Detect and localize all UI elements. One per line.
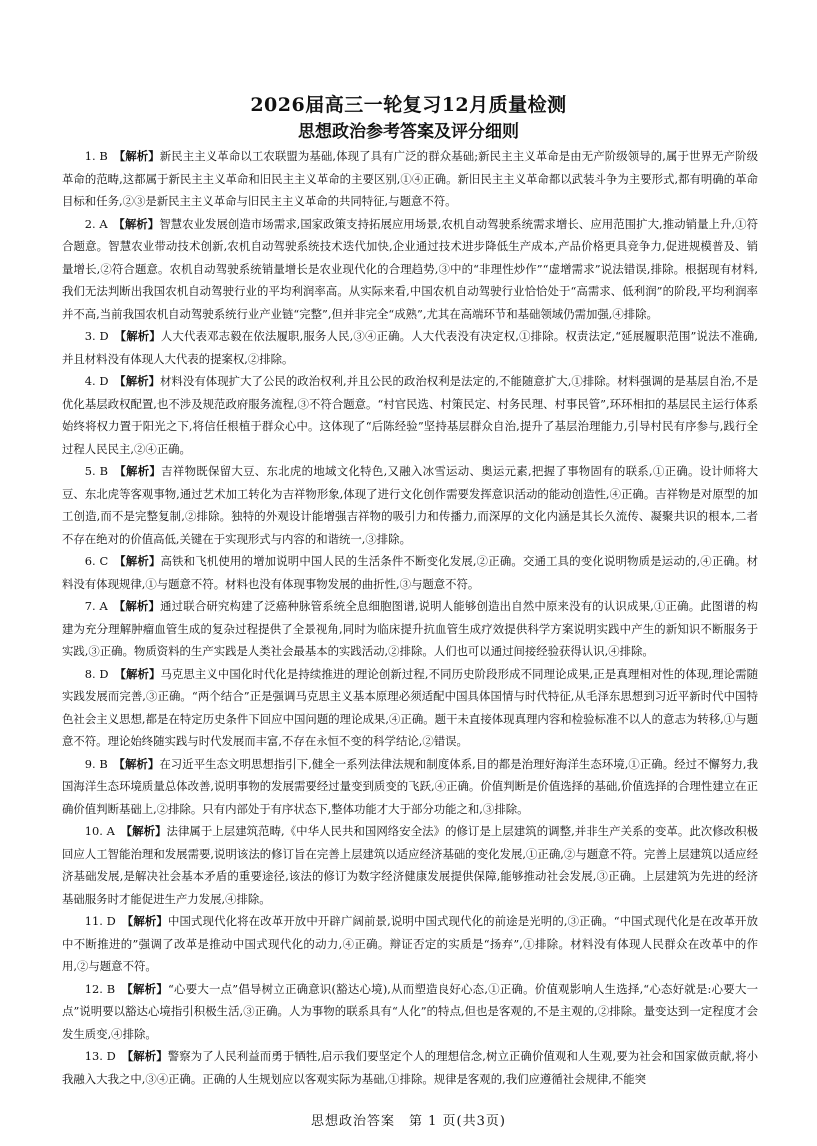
analysis-tag: 【解析】 bbox=[127, 981, 168, 996]
answer-label: 4. D bbox=[84, 374, 109, 388]
answer-label: 1. B bbox=[84, 149, 108, 163]
answer-text: 在习近平生态文明思想指引下,健全一系列法律法规和制度体系,目的都是治理好海洋生态环境,①正确。经过不懈努力,我国海洋生态环境质量总体改善,说明事物的发展需要经过量变到质变的飞跃,④正确。价值判断是价值选择的基础,价值选择的合理性建立在正确价值判断基础上,②排除。只有内部处于有序状态下,整体功能才大于部分功能之和,③排除。 bbox=[62, 756, 758, 816]
answer-item bbox=[62, 663, 758, 753]
answer-item bbox=[62, 595, 758, 663]
answer-text: 吉祥物既保留大豆、东北虎的地域文化特色,又融入冰雪运动、奥运元素,把握了事物固有的联系,①正确。设计师将大豆、东北虎等客观事物,通过艺术加工转化为吉祥物形象,体现了进行文化创作需要发挥意识活动的能动创造性,④正确。吉祥物是对原型的加工创造,而不是完整复制,②排除。独特的外观设计能增强吉祥物的吸引力和传播力,而深厚的文化内涵是其长久流传、凝聚共识的根本,二者不存在绝对的价值高低,关键在于实现形式与内容的和谐统一,③排除。 bbox=[62, 464, 758, 546]
answer-label: 13. D bbox=[84, 1049, 116, 1063]
answer-text: 新民主主义革命以工农联盟为基础,体现了具有广泛的群众基础;新民主主义革命是由无产阶级领导的,属于世界无产阶级革命的范畴,这都属于新民主主义革命和旧民主主义革命的主要区别,①④正确。新旧民主主义革命都以武装斗争为主要形式,都有明确的革命目标和任务,②③是新民主主义革命与旧民主主义革命的共同特征,与题意不符。 bbox=[62, 149, 758, 208]
answer-item bbox=[62, 910, 758, 978]
answer-item bbox=[62, 460, 758, 550]
analysis-tag: 【解析】 bbox=[120, 666, 161, 681]
answer-label: 6. C bbox=[84, 554, 109, 568]
analysis-tag: 【解析】 bbox=[126, 824, 167, 838]
page-footer: 思想政治答案 第 1 页(共3页) bbox=[311, 1114, 506, 1129]
answer-label: 12. B bbox=[84, 981, 116, 996]
analysis-tag: 【解析】 bbox=[119, 149, 160, 163]
analysis-tag: 【解析】 bbox=[120, 329, 161, 343]
answer-item bbox=[62, 145, 758, 213]
answer-label: 3. D bbox=[84, 329, 109, 343]
answer-item bbox=[62, 325, 758, 370]
answer-text: “心要大一点”倡导树立正确意识(豁达心境),从而塑造良好心态,①正确。价值观影响人生选择,“心态好就是:心要大一点”说明要以豁达心境指引积极生活,③正确。人为事物的联系具有“人化”的特点,但也是客观的,不是主观的,②排除。量变达到一定程度才会发生质变,④排除。 bbox=[62, 981, 758, 1041]
answer-label: 11. D bbox=[84, 914, 116, 928]
answer-item bbox=[62, 1045, 758, 1090]
analysis-tag: 【解析】 bbox=[119, 374, 161, 388]
page-title: 2026届高三一轮复习12月质量检测 bbox=[250, 94, 567, 116]
answer-list bbox=[62, 145, 758, 1090]
answer-text: 法律属于上层建筑范畴,《中华人民共和国网络安全法》的修订是上层建筑的调整,并非生产关系的变革。此次修改积极回应人工智能治理和发展需要,说明该法的修订旨在完善上层建筑以适应经济基础的变化发展,①正确,②与题意不符。完善上层建筑以适应经济基础发展,是解决社会基本矛盾的重要途径,该法的修订为数字经济健康发展提供保障,能够推动社会发展,③正确。上层建筑为先进的经济基础服务时才能促进生产力发展,④排除。 bbox=[62, 824, 758, 906]
answer-item bbox=[62, 213, 758, 326]
answer-item bbox=[62, 550, 758, 595]
answer-item bbox=[62, 978, 758, 1046]
analysis-tag: 【解析】 bbox=[119, 216, 160, 231]
answer-label: 7. A bbox=[84, 599, 108, 613]
answer-label: 5. B bbox=[84, 464, 108, 478]
analysis-tag: 【解析】 bbox=[119, 599, 161, 613]
answer-label: 9. B bbox=[84, 756, 108, 771]
answer-text: 中国式现代化将在改革开放中开辟广阔前景,说明中国式现代化的前途是光明的,③正确。“中国式现代化是在改革开放中不断推进的”强调了改革是推动中国式现代化的动力,④正确。辩证否定的实质是“扬弃”,①排除。材料没有体现人民群众在改革中的作用,②与题意不符。 bbox=[62, 914, 758, 973]
answer-text: 人大代表邓志毅在依法履职,服务人民,③④正确。人大代表没有决定权,①排除。权责法定,“延展履职范围”说法不准确,并且材料没有体现人大代表的提案权,②排除。 bbox=[62, 329, 758, 366]
analysis-tag: 【解析】 bbox=[120, 464, 162, 478]
answer-text: 材料没有体现扩大了公民的政治权利,并且公民的政治权利是法定的,不能随意扩大,①排除。材料强调的是基层自治,不是优化基层政权配置,也不涉及规范政府服务流程,③不符合题意。“村官民选、村策民定、村务民理、村事民管”,环环相扣的基层民主运行体系始终将权力置于阳光之下,将信任根植于群众心中。这体现了“后陈经验”坚持基层群众自治,提升了基层治理能力,引导村民有序参与,践行全过程人民民主,②④正确。 bbox=[62, 374, 758, 456]
analysis-tag: 【解析】 bbox=[119, 554, 161, 568]
answer-text: 通过联合研究构建了泛癌种脉管系统全息细胞图谱,说明人能够创造出自然中原来没有的认识成果,①正确。此图谱的构建为充分理解肿瘤血管生成的复杂过程提供了全景视角,同时为临床提升抗血管生成疗效提供科学方案说明实践中产生的新知识不断服务于实践,③正确。物质资料的生产实践是人类社会最基本的实践活动,②排除。人们也可以通过间接经验获得认识,④排除。 bbox=[62, 599, 758, 658]
answer-item bbox=[62, 370, 758, 460]
analysis-tag: 【解析】 bbox=[127, 1049, 168, 1063]
answer-text: 高铁和飞机使用的增加说明中国人民的生活条件不断变化发展,②正确。交通工具的变化说明物质是运动的,④正确。材料没有体现规律,①与题意不符。材料也没有体现事物发展的曲折性,③与题意不符。 bbox=[62, 554, 758, 591]
answer-item bbox=[62, 753, 758, 821]
answer-text: 智慧农业发展创造市场需求,国家政策支持拓展应用场景,农机自动驾驶系统需求增长、应用范围扩大,推动销量上升,①符合题意。智慧农业带动技术创新,农机自动驾驶系统技术迭代加快,企业通过技术进步降低生产成本,产品价格更具竞争力,促进规模普及、销量增长,②符合题意。农机自动驾驶系统销量增长是农业现代化的合理趋势,③中的“非理性炒作”“虚增需求”说法错误,排除。根据现有材料,我们无法判断出我国农机自动驾驶行业的平均利润率高。从实际来看,中国农机自动驾驶行业恰恰处于“高需求、低利润”的阶段,平均利润率并不高,当前我国农机自动驾驶系统行业产业链“完整”,但并非完全“成熟”,尤其在高端环节和基础领域仍需加强,④排除。 bbox=[62, 216, 758, 321]
page-subtitle: 思想政治参考答案及评分细则 bbox=[298, 122, 519, 142]
analysis-tag: 【解析】 bbox=[127, 914, 168, 928]
answer-label: 2. A bbox=[84, 216, 108, 231]
answer-label: 8. D bbox=[84, 666, 109, 681]
answer-text: 马克思主义中国化时代化是持续推进的理论创新过程,不同历史阶段形成不同理论成果,正是真理相对性的体现,理论需随实践发展而完善,③正确。“两个结合”正是强调马克思主义基本原理必须适配中国具体国情与时代特征,从毛泽东思想到习近平新时代中国特色社会主义思想,都是在特定历史条件下回应中国问题的理论成果,④正确。题干未直接体现真理内容和检验标准不以人的意志为转移,①与题意不符。理论始终随实践与时代发展而丰富,不存在永恒不变的科学结论,②错误。 bbox=[62, 666, 758, 748]
answer-item bbox=[62, 820, 758, 910]
answer-text: 警察为了人民利益而勇于牺牲,启示我们要坚定个人的理想信念,树立正确价值观和人生观,要为社会和国家做贡献,将小我融入大我之中,③④正确。正确的人生规划应以客观实际为基础,①排除。规律是客观的,我们应遵循社会规律,不能突 bbox=[62, 1049, 758, 1086]
answer-label: 10. A bbox=[84, 824, 115, 838]
analysis-tag: 【解析】 bbox=[119, 756, 160, 771]
